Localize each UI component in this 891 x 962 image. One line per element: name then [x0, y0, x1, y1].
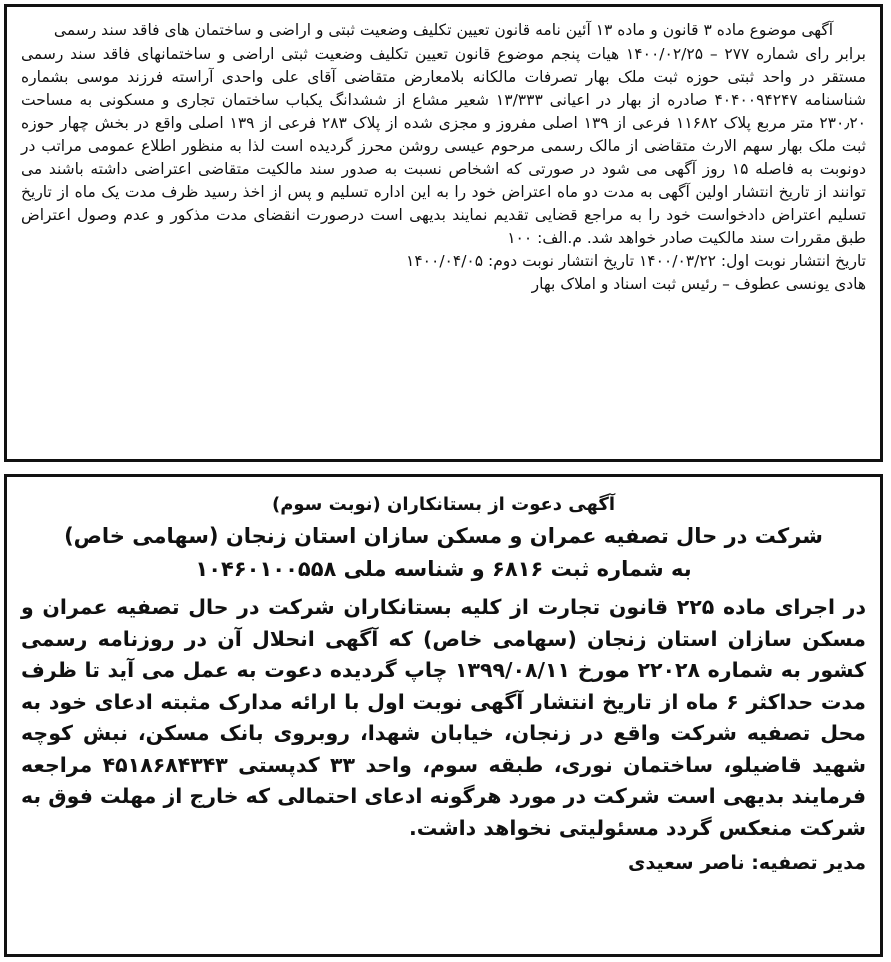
company-registration: به شماره ثبت ۶۸۱۶ و شناسه ملی ۱۰۴۶۰۱۰۰۵۵۸ — [195, 557, 692, 581]
company-name: شرکت در حال تصفیه عمران و مسکن سازان استان زنجان (سهامی خاص) — [64, 524, 823, 548]
notice-heading: آگهی دعوت از بستانکاران (نوبت سوم) — [271, 494, 616, 515]
notice-registration-box — [4, 4, 883, 462]
notice-body: در اجرای ماده ۲۲۵ قانون تجارت از کلیه بستانکاران شرکت در حال تصفیه عمران و مسکن سازان استان زنجان (سهامی خاص) که آگهی انحلال آن در روزنامه رسمی کشور به شماره ۲۲۰۲۸ مورخ ۱۳۹۹/۰۸/۱۱ چاپ گردیده دعوت به عمل می آید تا ظرف مدت حداکثر ۶ ماه از تاریخ انتشار آگهی نوبت اول با ارائه مدارک مثبته ادعای خود به محل تصفیه شرکت واقع در زنجان، خیابان شهدا، روبروی بانک مسکن، نبش کوچه شهید قاضیلو، ساختمان نوری، طبقه سوم، واحد ۳۳ کدپستی ۴۵۱۸۶۸۴۳۴۳ مراجعه فرمایند بدیهی است شرکت در مورد هرگونه ادعای احتمالی که خارج از مهلت فوق به شرکت منعکس گردد مسئولیتی نخواهد داشت. — [21, 595, 866, 840]
notice-title: آگهی موضوع ماده ۳ قانون و ماده ۱۳ آئین نامه قانون تعیین تکلیف وضعیت ثبتی و اراضی و ساختمان های فاقد سند رسمی — [53, 21, 834, 39]
notice-signature: هادی یونسی عطوف – رئیس ثبت اسناد و املاک بهار — [531, 275, 866, 293]
notice-creditors-box — [4, 474, 883, 957]
liquidator-signature: مدیر تصفیه: ناصر سعیدی — [628, 852, 866, 874]
publication-dates: تاریخ انتشار نوبت اول: ۱۴۰۰/۰۳/۲۲ تاریخ انتشار نوبت دوم: ۱۴۰۰/۰۴/۰۵ — [406, 252, 866, 270]
notice-body: برابر رای شماره ۲۷۷ – ۱۴۰۰/۰۲/۲۵ هیات پنجم موضوع قانون تعیین تکلیف وضعیت ثبتی اراضی و ساختمانهای فاقد سند رسمی مستقر در واحد ثبتی حوزه ثبت ملک بهار تصرفات مالکانه بلامعارض متقاضی آقای علی واحدی آراسته فرزند موسی بشماره شناسنامه ۴۰۴۰۰۹۴۲۴۷ صادره از بهار در اعیانی ۱۳/۳۳۳ شعیر مشاع از ششدانگ یکباب ساختمان تجاری و مسکونی به مساحت ۲۳۰٫۲۰ متر مربع پلاک ۱۱۶۸۲ فرعی از ۱۳۹ اصلی مفروز و مجزی شده از پلاک ۲۸۳ فرعی از ۱۳۹ اصلی واقع در بخش چهار حوزه ثبت ملک بهار سهم الارث متقاضی از مالک رسمی مرحوم عیسی روشن محرز گردیده است لذا به منظور اطلاع عمومی مراتب در دونوبت به فاصله ۱۵ روز آگهی می شود در صورتی که اشخاص نسبت به صدور سند مالکیت متقاضی اعتراضی داشته باشند می توانند از تاریخ انتشار اولین آگهی به مدت دو ماه اعتراض خود را به این اداره تسلیم و پس از اخذ رسید ظرف مدت یک ماه از تاریخ تسلیم اعتراض دادخواست خود را به مراجع قضایی تقدیم نمایند بدیهی است درصورت انقضای مدت مذکور و عدم وصول اعتراض طبق مقررات سند مالکیت صادر خواهد شد. م.الف: ۱۰۰ — [21, 45, 867, 247]
